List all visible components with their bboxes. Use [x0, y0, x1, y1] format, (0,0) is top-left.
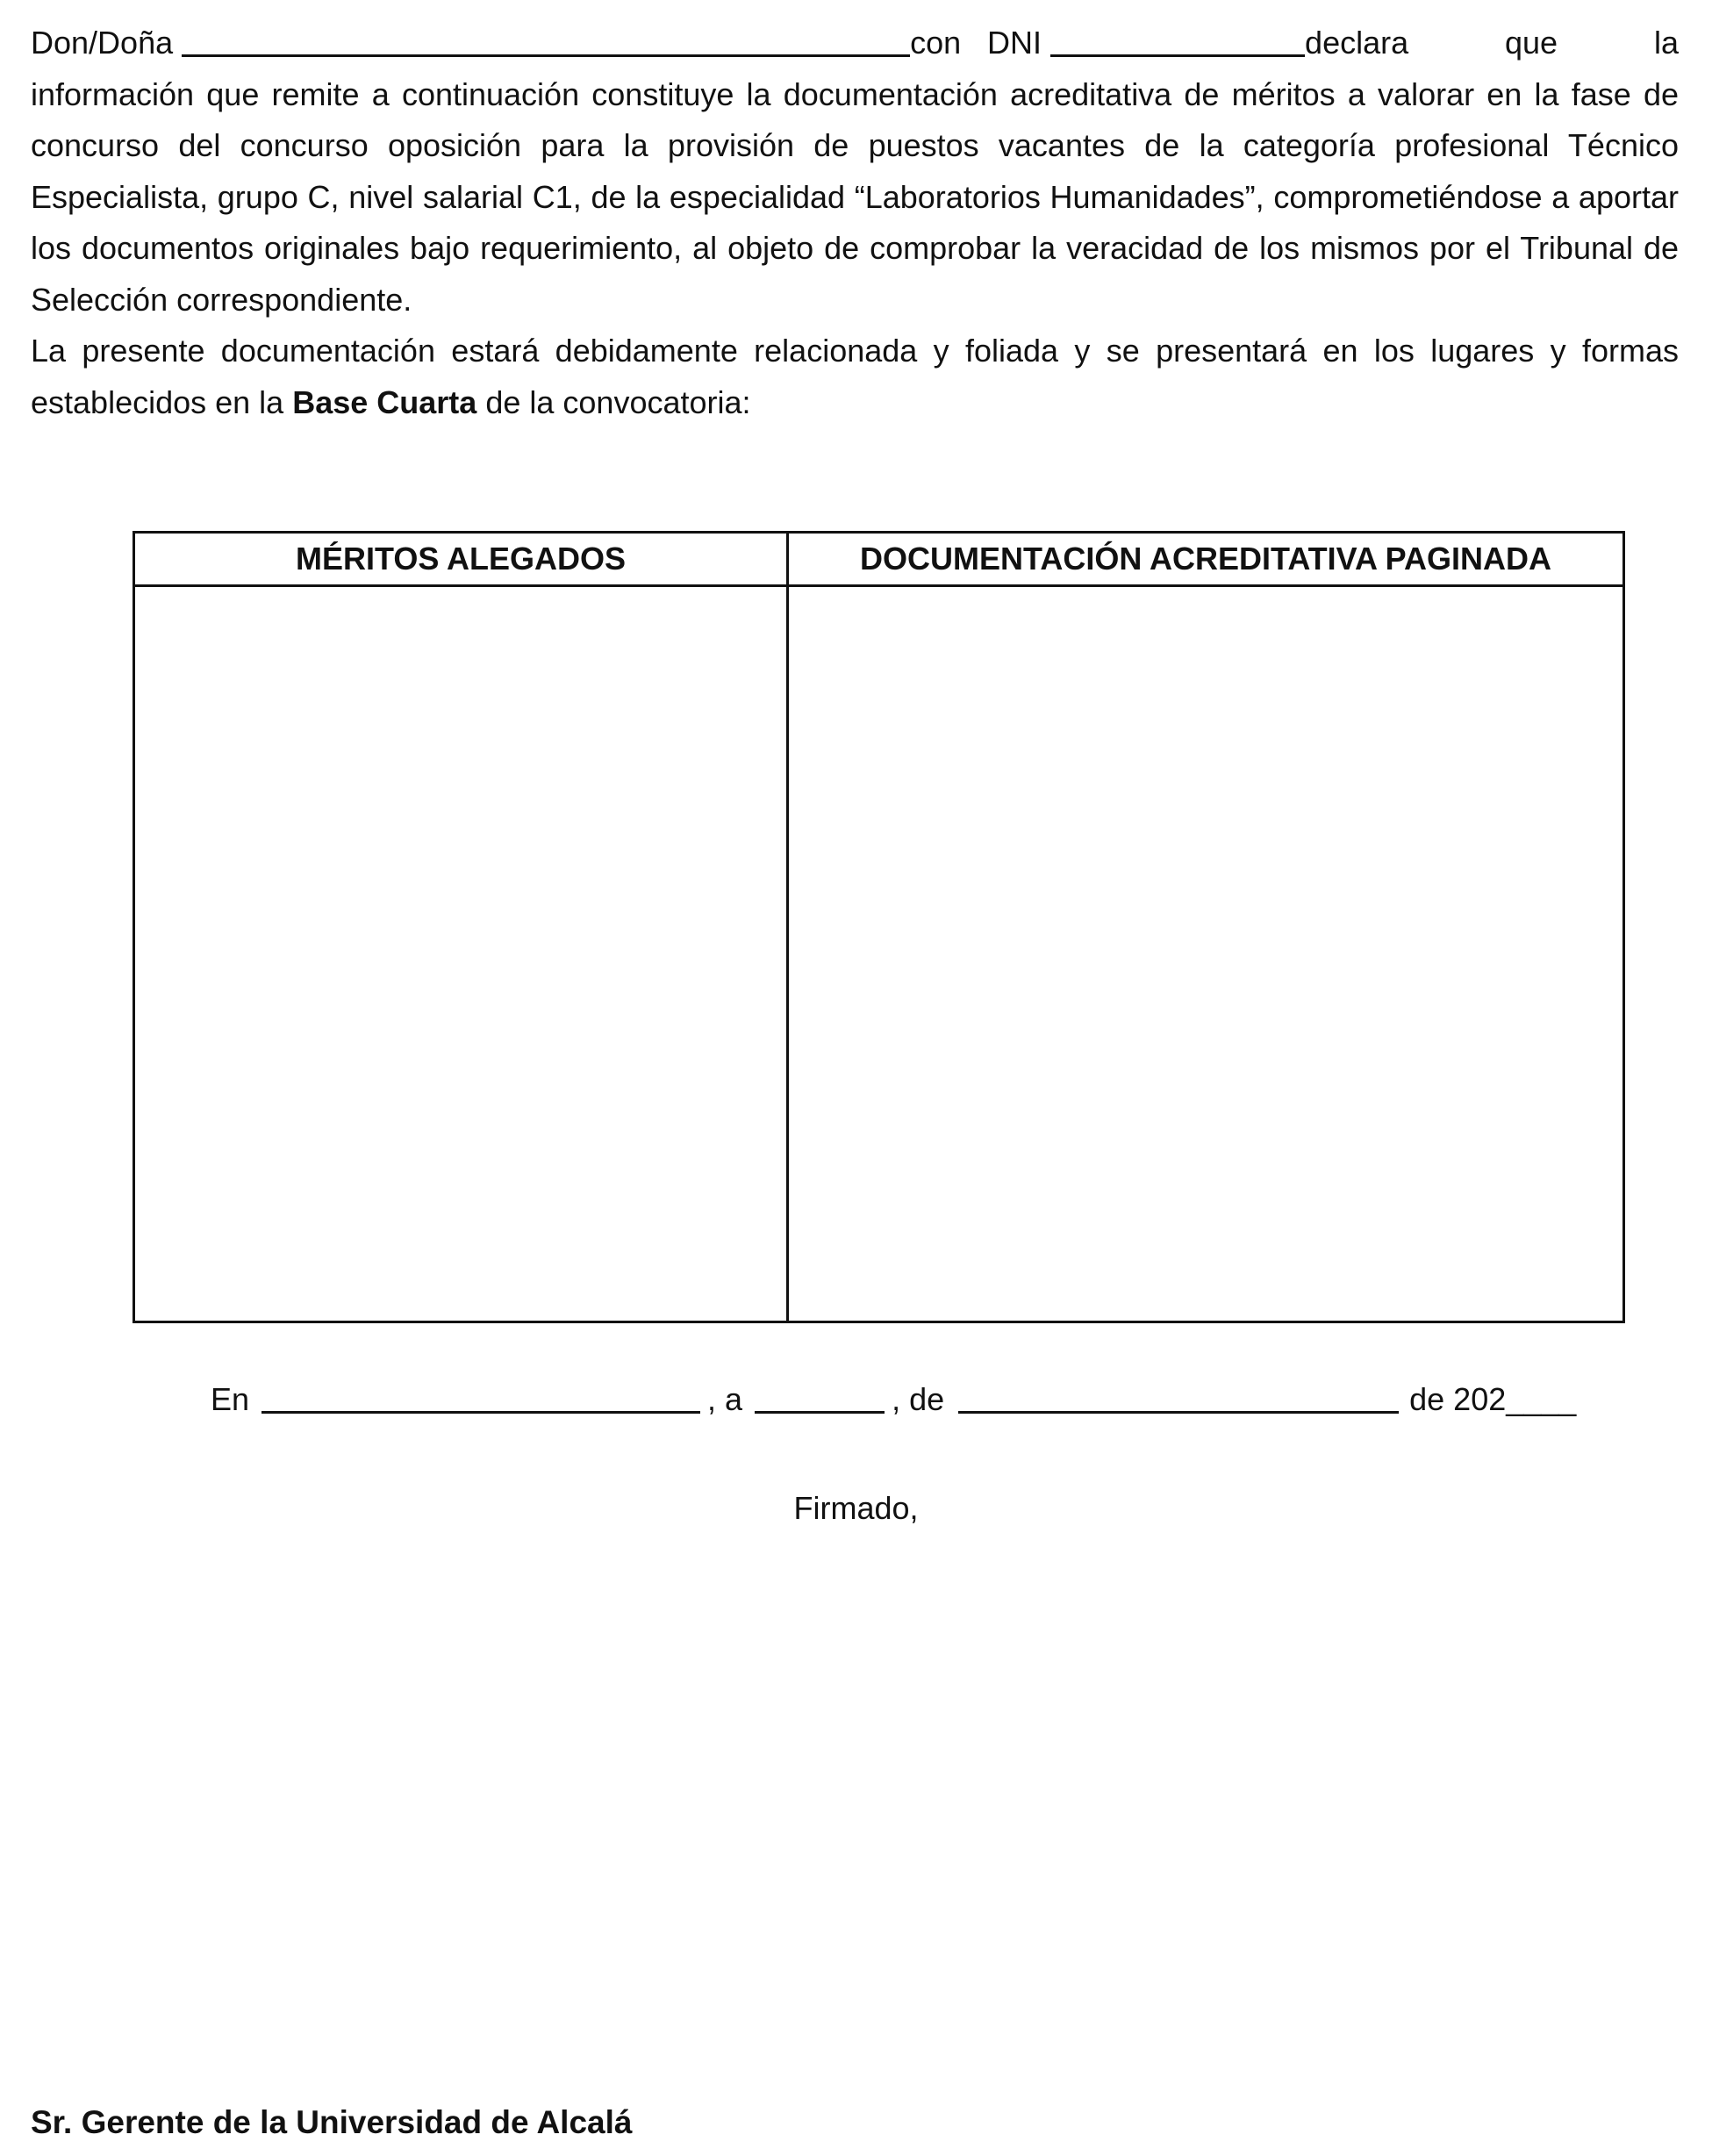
documentation-input-cell[interactable]	[788, 586, 1624, 1322]
documentation-paragraph	[31, 326, 1679, 428]
merits-column-header: MÉRITOS ALEGADOS	[134, 533, 788, 586]
don-dona-label: Don/Doña	[31, 25, 174, 61]
merits-input-cell[interactable]	[134, 586, 788, 1322]
dni-label: con DNI	[910, 25, 1042, 61]
year-label: de 202____	[1409, 1381, 1577, 1417]
recipient-label: Sr. Gerente de la Universidad de Alcalá	[31, 2104, 633, 2140]
day-blank-field[interactable]	[755, 1379, 885, 1414]
base-cuarta-term: Base Cuarta	[292, 383, 477, 420]
a-label: , a	[707, 1381, 743, 1417]
merits-table-header-row	[134, 533, 1624, 586]
documentation-text-before: La presente documentación estará debidamente relacionada y foliada y se presentará en los lugares y formas establecidos en la	[31, 333, 1679, 420]
place-date-line	[211, 1374, 1576, 1425]
declara-label: declara que la	[1305, 25, 1679, 61]
de-label: , de	[892, 1381, 945, 1417]
documentation-column-header: DOCUMENTACIÓN ACREDITATIVA PAGINADA	[788, 533, 1624, 586]
merits-table	[133, 531, 1625, 1323]
declaration-paragraph	[31, 18, 1679, 326]
signed-label: Firmado,	[793, 1490, 919, 1526]
declaration-body: información que remite a continuación constituye la documentación acreditativa de méritos a valorar en la fase de concurso del concurso oposición para la provisión de puestos vacantes de la categoría profesional Técnico Especialista, grupo C, nivel salarial C1, de la especialidad “Laboratorios Humanidades”, comprometiéndose a aportar los documentos originales bajo requerimiento, al objeto de comprobar la veracidad de los mismos por el Tribunal de Selección correspondiente.	[31, 75, 1679, 318]
month-blank-field[interactable]	[958, 1379, 1399, 1414]
merits-table-row	[134, 586, 1624, 1322]
en-label: En	[211, 1381, 250, 1417]
name-blank-field[interactable]	[182, 23, 910, 57]
documentation-text-after: de la convocatoria:	[485, 383, 751, 420]
dni-blank-field[interactable]	[1050, 23, 1305, 57]
city-blank-field[interactable]	[261, 1379, 700, 1414]
